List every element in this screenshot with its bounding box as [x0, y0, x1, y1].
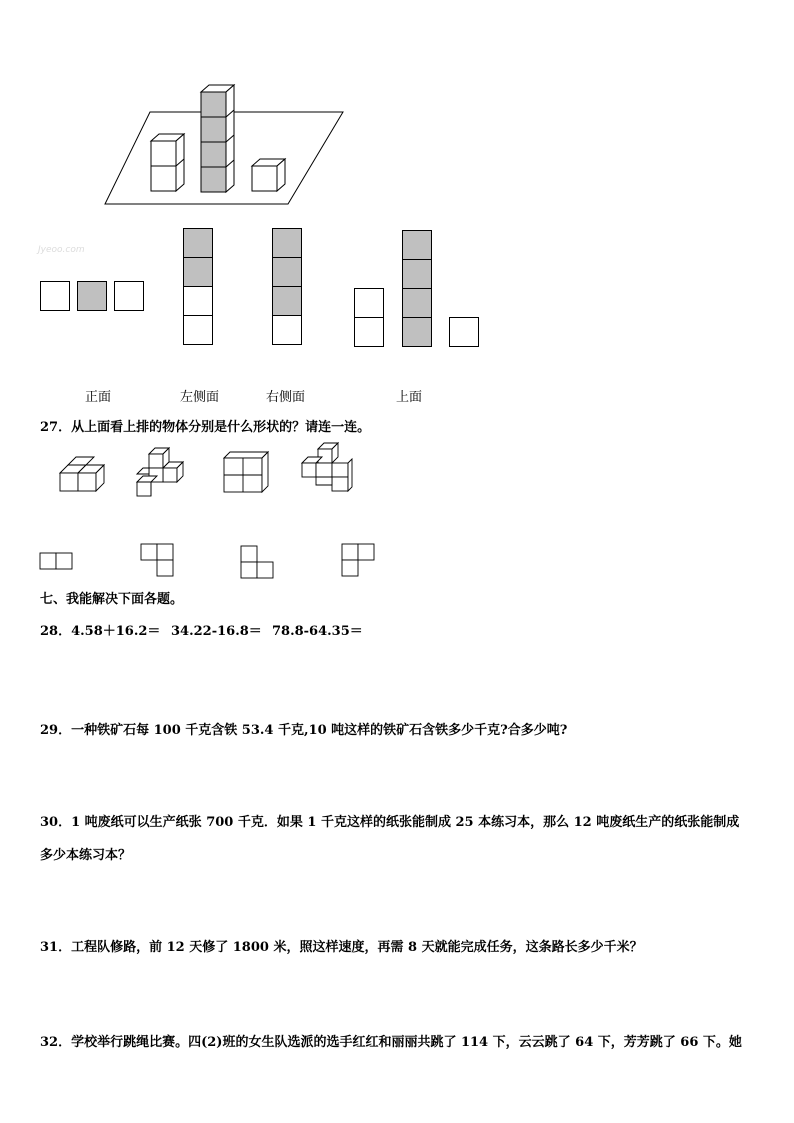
question-27: 27．从上面看上排的物体分别是什么形状的？请连一连。 — [40, 420, 371, 435]
iso-shape-2 — [135, 444, 190, 499]
expression-2: 34.22-16.8＝ — [171, 624, 262, 639]
cube-stack-tall — [201, 85, 234, 192]
label-front: 正面 — [85, 390, 112, 405]
label-top: 上面 — [396, 390, 423, 405]
label-left: 左侧面 — [180, 390, 220, 405]
question-30-line-1: 30．1 吨废纸可以生产纸张 700 千克．如果 1 千克这样的纸张能制成 25 本练习本，那么 12 吨废纸生产的纸张能制成 — [40, 815, 740, 830]
question-30-line-2: 多少本练习本？ — [40, 848, 132, 863]
top-view-shape-3 — [239, 542, 279, 582]
label-right: 右侧面 — [266, 390, 306, 405]
cube-single — [252, 159, 285, 191]
top-view-shape-4 — [340, 542, 380, 582]
iso-shape-4 — [298, 441, 356, 496]
question-31: 31．工程队修路，前 12 天修了 1800 米，照这样速度，再需 8 天就能完成任务，这条路长多少千米？ — [40, 940, 643, 955]
iso-shape-1 — [52, 455, 107, 495]
expression-1: 4.58＋16.2＝ — [71, 624, 161, 639]
watermark: Jyeoo.com — [38, 245, 85, 255]
expression-3: 78.8-64.35＝ — [272, 624, 363, 639]
cube-platform-figure — [100, 80, 350, 210]
question-28 — [40, 620, 160, 639]
section-7-heading: 七、我能解决下面各题。 — [40, 592, 184, 607]
question-32: 32．学校举行跳绳比赛。四(2)班的女生队选派的选手红红和丽丽共跳了 114 下，云云跳了 64 下，芳芳跳了 66 下。她 — [40, 1035, 742, 1050]
iso-shape-3 — [220, 448, 272, 496]
question-29: 29．一种铁矿石每 100 千克含铁 53.4 千克,10 吨这样的铁矿石含铁多少千克?合多少吨? — [40, 723, 568, 738]
top-view-shape-2 — [139, 542, 179, 582]
question-28-number: 28． — [40, 624, 72, 639]
cube-stack-left — [151, 134, 184, 191]
top-view-shape-1 — [38, 550, 78, 574]
